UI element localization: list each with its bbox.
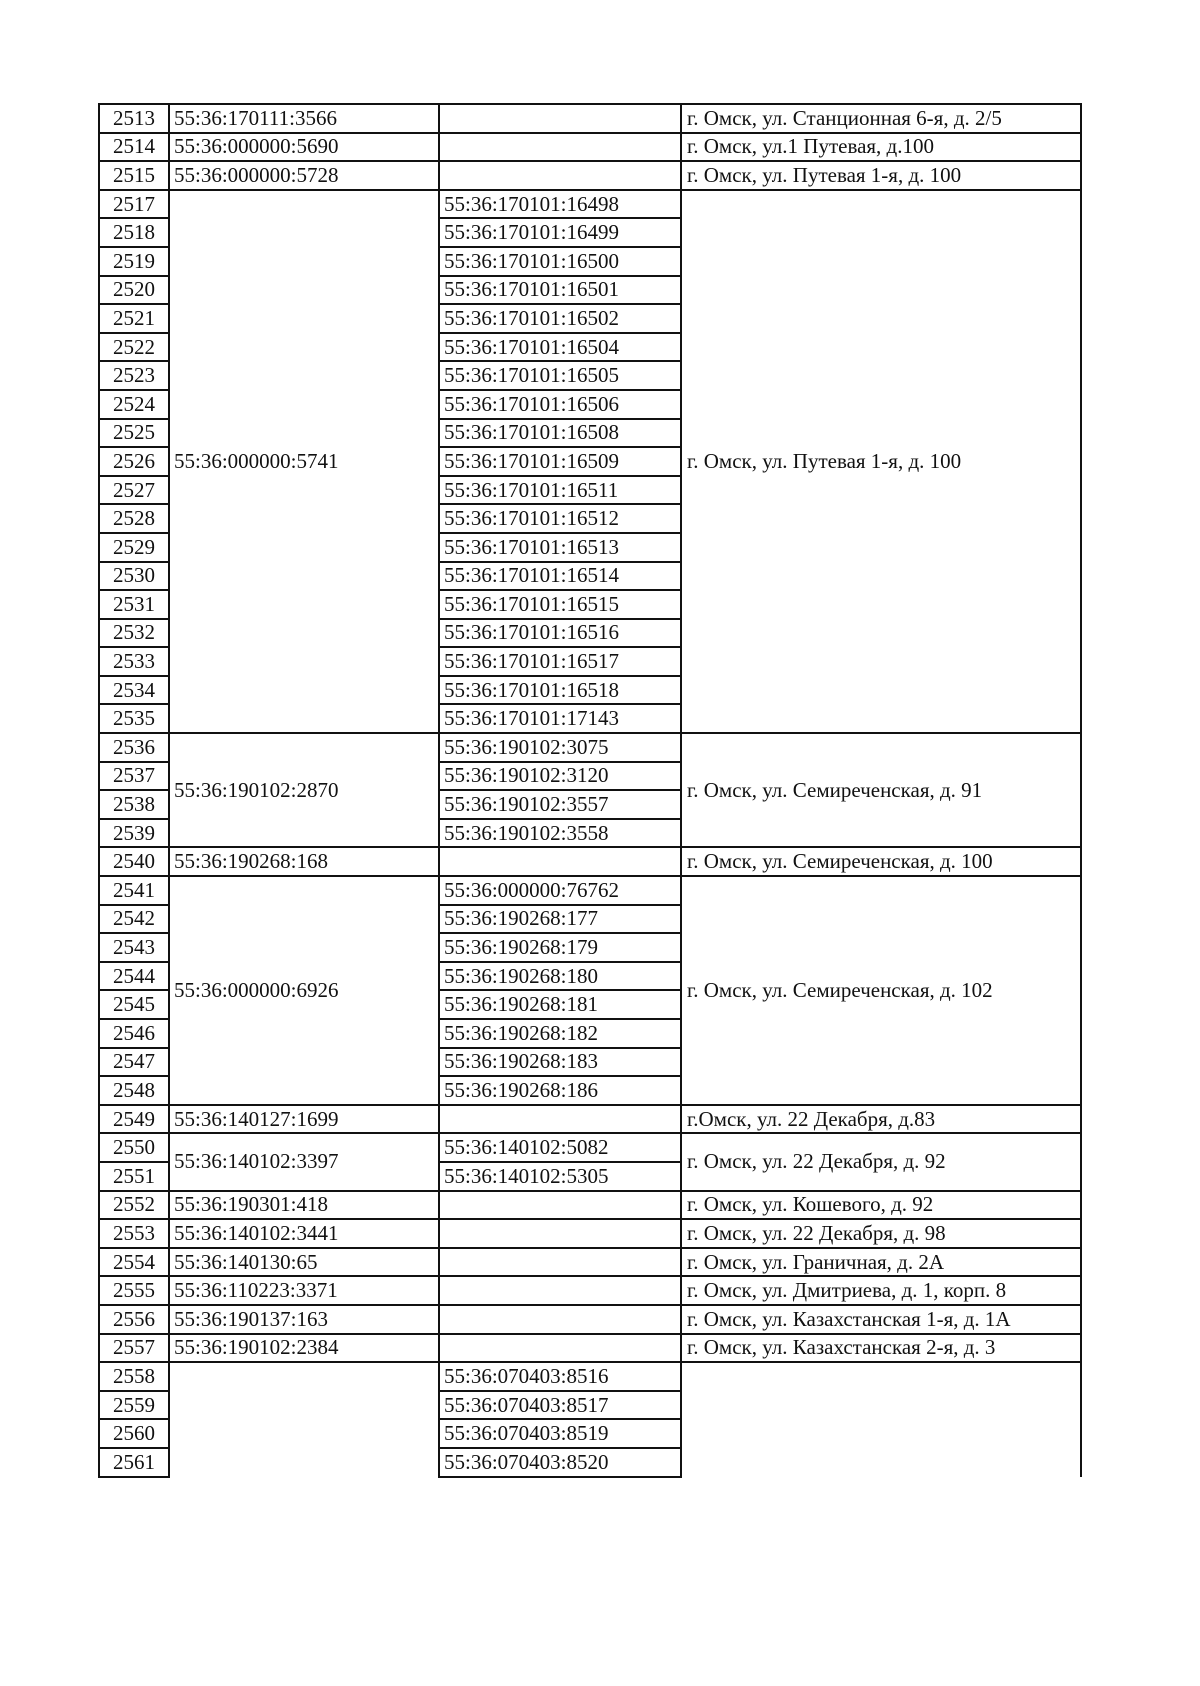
row-number: 2560 [99,1419,169,1448]
table-row [99,847,1081,876]
cadastral-table [98,103,1082,1478]
table-row [99,733,1081,762]
sub-cadastral-number: 55:36:190268:182 [439,1019,681,1048]
table-row [99,133,1081,162]
address: г. Омск, ул. 22 Декабря, д. 98 [681,1219,1081,1248]
table-row [99,1219,1081,1248]
sub-cadastral-number: 55:36:190102:3075 [439,733,681,762]
row-number: 2550 [99,1133,169,1162]
address: г. Омск, ул. Семиреченская, д. 100 [681,847,1081,876]
cadastral-number: 55:36:190268:168 [169,847,439,876]
sub-cadastral-number: 55:36:000000:76762 [439,876,681,905]
sub-cadastral-number: 55:36:190102:3558 [439,819,681,848]
row-number: 2561 [99,1448,169,1477]
sub-cadastral-number: 55:36:170101:16502 [439,304,681,333]
row-number: 2547 [99,1048,169,1077]
table-row [99,1334,1081,1363]
sub-cadastral-number: 55:36:190268:186 [439,1076,681,1105]
table-row [99,190,1081,219]
row-number: 2553 [99,1219,169,1248]
row-number: 2534 [99,676,169,705]
row-number: 2519 [99,247,169,276]
row-number: 2543 [99,933,169,962]
sub-cadastral-number [439,161,681,190]
table-row [99,1105,1081,1134]
sub-cadastral-number: 55:36:190268:179 [439,933,681,962]
cadastral-number: 55:36:140130:65 [169,1248,439,1277]
sub-cadastral-number: 55:36:140102:5305 [439,1162,681,1191]
row-number: 2518 [99,218,169,247]
table-row [99,161,1081,190]
sub-cadastral-number: 55:36:190268:177 [439,905,681,934]
sub-cadastral-number: 55:36:190102:3557 [439,790,681,819]
row-number: 2537 [99,762,169,791]
sub-cadastral-number: 55:36:070403:8517 [439,1391,681,1420]
address: г. Омск, ул. Станционная 6-я, д. 2/5 [681,104,1081,133]
table-row [99,876,1081,905]
address: г.Омск, ул. 22 Декабря, д.83 [681,1105,1081,1134]
sub-cadastral-number [439,104,681,133]
row-number: 2528 [99,504,169,533]
table-row [99,1248,1081,1277]
sub-cadastral-number [439,1276,681,1305]
sub-cadastral-number: 55:36:170101:16499 [439,218,681,247]
sub-cadastral-number [439,1248,681,1277]
row-number: 2546 [99,1019,169,1048]
sub-cadastral-number: 55:36:190268:181 [439,990,681,1019]
cadastral-number: 55:36:190102:2384 [169,1334,439,1363]
sub-cadastral-number: 55:36:070403:8520 [439,1448,681,1477]
row-number: 2533 [99,647,169,676]
row-number: 2544 [99,962,169,991]
sub-cadastral-number: 55:36:170101:16512 [439,504,681,533]
cadastral-number: 55:36:110223:3371 [169,1276,439,1305]
row-number: 2526 [99,447,169,476]
sub-cadastral-number: 55:36:170101:16513 [439,533,681,562]
sub-cadastral-number: 55:36:170101:16511 [439,476,681,505]
sub-cadastral-number: 55:36:170101:16509 [439,447,681,476]
table-row [99,1362,1081,1391]
sub-cadastral-number: 55:36:140102:5082 [439,1133,681,1162]
cadastral-number: 55:36:190301:418 [169,1191,439,1220]
address: г. Омск, ул. Граничная, д. 2А [681,1248,1081,1277]
address: г. Омск, ул. Семиреченская, д. 102 [681,876,1081,1105]
cadastral-number: 55:36:190137:163 [169,1305,439,1334]
sub-cadastral-number: 55:36:070403:8516 [439,1362,681,1391]
sub-cadastral-number: 55:36:170101:16505 [439,361,681,390]
sub-cadastral-number: 55:36:170101:16501 [439,276,681,305]
sub-cadastral-number: 55:36:070403:8519 [439,1419,681,1448]
row-number: 2517 [99,190,169,219]
sub-cadastral-number: 55:36:170101:16498 [439,190,681,219]
row-number: 2522 [99,333,169,362]
sub-cadastral-number: 55:36:170101:16515 [439,590,681,619]
row-number: 2514 [99,133,169,162]
address [681,1362,1081,1476]
row-number: 2554 [99,1248,169,1277]
row-number: 2559 [99,1391,169,1420]
address: г. Омск, ул. Казахстанская 2-я, д. 3 [681,1334,1081,1363]
cadastral-number: 55:36:140102:3441 [169,1219,439,1248]
row-number: 2558 [99,1362,169,1391]
table-row [99,1305,1081,1334]
sub-cadastral-number [439,1191,681,1220]
row-number: 2513 [99,104,169,133]
row-number: 2552 [99,1191,169,1220]
row-number: 2529 [99,533,169,562]
sub-cadastral-number [439,1305,681,1334]
sub-cadastral-number: 55:36:190102:3120 [439,762,681,791]
sub-cadastral-number: 55:36:170101:16516 [439,619,681,648]
row-number: 2524 [99,390,169,419]
row-number: 2525 [99,419,169,448]
row-number: 2535 [99,704,169,733]
sub-cadastral-number [439,133,681,162]
address: г. Омск, ул. Семиреченская, д. 91 [681,733,1081,847]
sub-cadastral-number [439,847,681,876]
table-row [99,1276,1081,1305]
cadastral-table-body [99,104,1081,1477]
table-row [99,1191,1081,1220]
row-number: 2556 [99,1305,169,1334]
row-number: 2515 [99,161,169,190]
cadastral-number: 55:36:170111:3566 [169,104,439,133]
sub-cadastral-number: 55:36:190268:180 [439,962,681,991]
address: г. Омск, ул. Путевая 1-я, д. 100 [681,161,1081,190]
row-number: 2549 [99,1105,169,1134]
address: г. Омск, ул. Путевая 1-я, д. 100 [681,190,1081,733]
row-number: 2523 [99,361,169,390]
cadastral-number [169,1362,439,1476]
address: г. Омск, ул. Дмитриева, д. 1, корп. 8 [681,1276,1081,1305]
address: г. Омск, ул.1 Путевая, д.100 [681,133,1081,162]
cadastral-number: 55:36:000000:5728 [169,161,439,190]
row-number: 2538 [99,790,169,819]
row-number: 2548 [99,1076,169,1105]
sub-cadastral-number: 55:36:170101:16514 [439,562,681,591]
address: г. Омск, ул. Кошевого, д. 92 [681,1191,1081,1220]
cadastral-number: 55:36:000000:5741 [169,190,439,733]
row-number: 2520 [99,276,169,305]
sub-cadastral-number: 55:36:170101:16504 [439,333,681,362]
row-number: 2531 [99,590,169,619]
table-row [99,104,1081,133]
sub-cadastral-number: 55:36:170101:16506 [439,390,681,419]
row-number: 2530 [99,562,169,591]
row-number: 2551 [99,1162,169,1191]
sub-cadastral-number: 55:36:170101:16508 [439,419,681,448]
cadastral-number: 55:36:000000:5690 [169,133,439,162]
address: г. Омск, ул. Казахстанская 1-я, д. 1А [681,1305,1081,1334]
table-row [99,1133,1081,1162]
row-number: 2541 [99,876,169,905]
row-number: 2542 [99,905,169,934]
row-number: 2532 [99,619,169,648]
cadastral-number: 55:36:140102:3397 [169,1133,439,1190]
sub-cadastral-number: 55:36:190268:183 [439,1048,681,1077]
sub-cadastral-number [439,1219,681,1248]
address: г. Омск, ул. 22 Декабря, д. 92 [681,1133,1081,1190]
row-number: 2557 [99,1334,169,1363]
row-number: 2527 [99,476,169,505]
sub-cadastral-number: 55:36:170101:16517 [439,647,681,676]
row-number: 2555 [99,1276,169,1305]
cadastral-number: 55:36:000000:6926 [169,876,439,1105]
sub-cadastral-number [439,1334,681,1363]
sub-cadastral-number [439,1105,681,1134]
sub-cadastral-number: 55:36:170101:16518 [439,676,681,705]
cadastral-number: 55:36:140127:1699 [169,1105,439,1134]
row-number: 2540 [99,847,169,876]
sub-cadastral-number: 55:36:170101:16500 [439,247,681,276]
row-number: 2521 [99,304,169,333]
sub-cadastral-number: 55:36:170101:17143 [439,704,681,733]
row-number: 2536 [99,733,169,762]
row-number: 2545 [99,990,169,1019]
row-number: 2539 [99,819,169,848]
cadastral-number: 55:36:190102:2870 [169,733,439,847]
